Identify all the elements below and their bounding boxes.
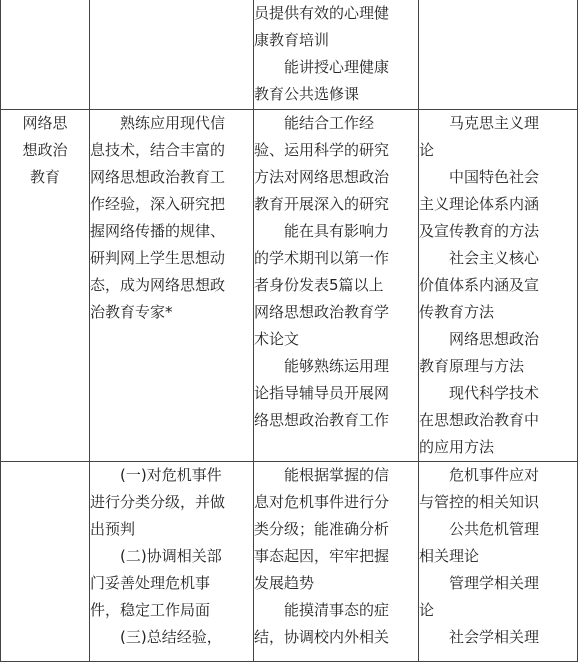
- text-line: 门妥善处理危机事: [90, 574, 211, 592]
- paragraph: [419, 164, 577, 245]
- ability-cell: [254, 110, 419, 462]
- text-line: 网络思想政治教育学: [254, 303, 390, 321]
- paragraph: [419, 462, 577, 516]
- goal-cell: [90, 462, 254, 662]
- paragraph: [254, 462, 418, 597]
- text-line: 治教育专家*: [90, 303, 173, 321]
- paragraph: [419, 570, 577, 624]
- text-line: 能摸清事态的症: [284, 601, 390, 619]
- text-line: 社会主义核心: [449, 249, 540, 267]
- topic-text: 网络思想政治教育: [22, 114, 68, 186]
- text-line: 中国特色社会: [449, 168, 540, 186]
- ability-cell: [254, 462, 419, 662]
- text-line: 握网络传播的规律、: [90, 222, 226, 240]
- text-line: 马克思主义理: [449, 114, 540, 132]
- text-line: 进行分类分级，并做: [90, 493, 226, 511]
- text-line: 论指导辅导员开展网: [254, 384, 390, 402]
- paragraph: [419, 624, 577, 651]
- text-line: 能够熟练运用理: [284, 357, 390, 375]
- text-line: 事态起因，牢牢把握: [254, 547, 390, 565]
- topic-cell: [1, 110, 90, 462]
- text-line: 教育开展深入的研究: [254, 195, 390, 213]
- text-line: (二)协调相关部: [120, 547, 222, 565]
- text-line: 教育公共选修课: [254, 85, 360, 103]
- table-row: [1, 110, 578, 462]
- text-line: 络思想政治教育工作: [254, 411, 390, 429]
- text-line: 者身份发表5篇以上: [254, 276, 384, 294]
- paragraph: [254, 353, 418, 434]
- text-line: 及宣传教育的方法: [419, 222, 540, 240]
- paragraph: [254, 0, 418, 54]
- ability-cell: [254, 0, 419, 110]
- paragraph: [419, 245, 577, 326]
- paragraph: [90, 543, 253, 624]
- paragraph: [419, 516, 577, 570]
- text-line: 现代科学技术: [449, 384, 540, 402]
- text-line: 出预判: [90, 520, 136, 538]
- text-line: 方法对网络思想政治: [254, 168, 390, 186]
- paragraph: [90, 624, 253, 651]
- paragraph: [419, 326, 577, 380]
- text-line: 态，成为网络思想政: [90, 276, 226, 294]
- goal-cell: [90, 0, 254, 110]
- text-line: 在思想政治教育中: [419, 411, 540, 429]
- paragraph: [254, 597, 418, 651]
- text-line: 术论文: [254, 330, 300, 348]
- text-line: 息对危机事件进行分: [254, 493, 390, 511]
- topic-cell: [1, 462, 90, 662]
- text-line: 验、运用科学的研究: [254, 141, 390, 159]
- text-line: 网络思想政治教育工: [90, 168, 226, 186]
- text-line: 康教育培训: [254, 31, 330, 49]
- text-line: 价值体系内涵及宣: [419, 276, 540, 294]
- text-line: 能根据掌握的信: [284, 466, 390, 484]
- topic-cell: [1, 0, 90, 110]
- text-line: 的应用方法: [419, 438, 495, 456]
- text-line: 论: [419, 141, 435, 159]
- text-line: 研判网上学生思想动: [90, 249, 226, 267]
- text-line: 能结合工作经: [284, 114, 375, 132]
- text-line: 息技术，结合丰富的: [90, 141, 226, 159]
- text-line: 员提供有效的心理健: [254, 4, 390, 22]
- paragraph: [90, 110, 253, 326]
- text-line: 管理学相关理: [449, 574, 540, 592]
- text-line: 主义理论体系内涵: [419, 195, 540, 213]
- goal-cell: [90, 110, 254, 462]
- text-line: 发展趋势: [254, 574, 315, 592]
- text-line: 熟练应用现代信: [120, 114, 226, 132]
- text-line: (三)总结经验，: [120, 628, 222, 646]
- table-row: [1, 462, 578, 662]
- text-line: 网络思想政治: [449, 330, 540, 348]
- paragraph: [419, 380, 577, 461]
- text-line: 的学术期刊以第一作: [254, 249, 390, 267]
- paragraph: [254, 110, 418, 218]
- text-line: 作经验，深入研究把: [90, 195, 226, 213]
- text-line: 论: [419, 601, 435, 619]
- paragraph: [419, 110, 577, 164]
- text-line: (一)对危机事件: [120, 466, 222, 484]
- text-line: 能在具有影响力: [284, 222, 390, 240]
- knowledge-cell: [419, 462, 578, 662]
- table-body: [1, 0, 578, 662]
- text-line: 类分级；能准确分析: [254, 520, 390, 538]
- knowledge-cell: [419, 0, 578, 110]
- paragraph: [254, 218, 418, 353]
- text-line: 与管控的相关知识: [419, 493, 540, 511]
- text-line: 公共危机管理: [449, 520, 540, 538]
- paragraph: [90, 462, 253, 543]
- table-row: [1, 0, 578, 110]
- text-line: 相关理论: [419, 547, 480, 565]
- text-line: 社会学相关理: [449, 628, 540, 646]
- text-line: 传教育方法: [419, 303, 495, 321]
- knowledge-cell: [419, 110, 578, 462]
- text-line: 能讲授心理健康: [284, 58, 390, 76]
- text-line: 教育原理与方法: [419, 357, 525, 375]
- text-line: 结，协调校内外相关: [254, 628, 390, 646]
- text-line: 件，稳定工作局面: [90, 601, 211, 619]
- text-line: 危机事件应对: [449, 466, 540, 484]
- paragraph: [254, 54, 418, 108]
